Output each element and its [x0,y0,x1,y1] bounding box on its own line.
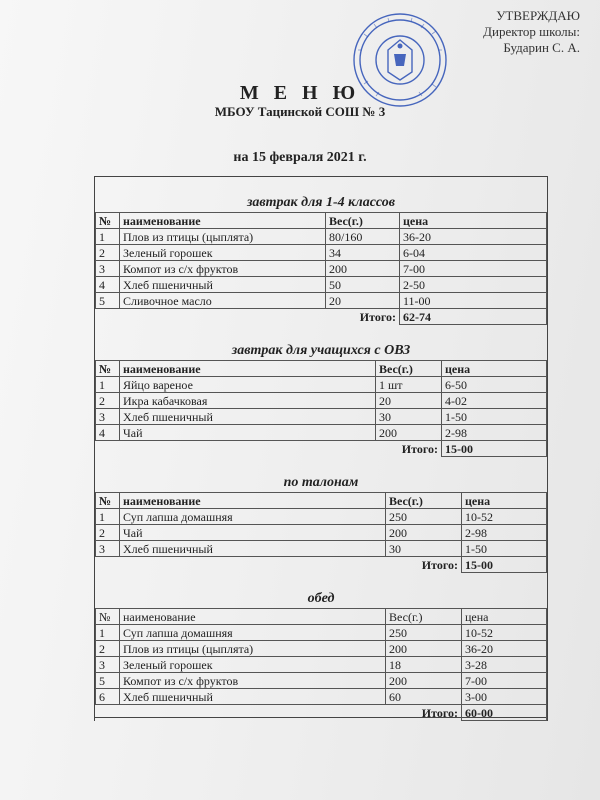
total-row [96,441,547,457]
cell-name: Суп лапша домашняя [120,509,386,525]
cell-name: Зеленый горошек [120,657,386,673]
column-header-price: цена [442,361,547,377]
school-name: МБОУ Тацинской СОШ № 3 [214,104,386,119]
table-header-row [96,493,547,509]
cell-number: 1 [96,229,120,245]
cell-number: 4 [96,425,120,441]
cell-weight: 20 [326,293,400,309]
cell-weight: 250 [386,625,462,641]
table-row [96,245,547,261]
cell-price: 6-50 [442,377,547,393]
approval-signer: Бударин С. А. [503,40,580,55]
cell-name: Чай [120,425,376,441]
menu-table [95,212,547,325]
cell-price: 10-52 [462,625,547,641]
cell-number: 5 [96,673,120,689]
cell-name: Хлеб пшеничный [120,277,326,293]
cell-price: 3-28 [462,657,547,673]
total-row [96,309,547,325]
menu-table [95,360,547,457]
cell-weight: 50 [326,277,400,293]
section-title: по талонам [283,475,359,490]
cell-name: Чай [120,525,386,541]
column-header-weight: Вес(г.) [326,213,400,229]
approval-heading: УТВЕРЖДАЮ [496,8,580,23]
section-title: завтрак для учащихся с ОВЗ [231,343,411,358]
cell-price: 7-00 [462,673,547,689]
cell-number: 2 [96,393,120,409]
total-row [96,557,547,573]
table-header-row [96,361,547,377]
approval-block [440,8,580,56]
cell-price: 1-50 [442,409,547,425]
cell-name: Хлеб пшеничный [120,409,376,425]
cell-price: 36-20 [462,641,547,657]
total-label: Итого: [421,557,458,572]
cell-number: 2 [96,641,120,657]
cell-weight: 200 [386,641,462,657]
column-header-price: цена [462,609,547,625]
table-row [96,261,547,277]
total-value: 15-00 [442,441,547,457]
total-value: 15-00 [462,557,547,573]
cell-price: 6-04 [400,245,547,261]
cell-weight: 30 [376,409,442,425]
table-header-row [96,609,547,625]
cell-name: Хлеб пшеничный [120,541,386,557]
menu-table [95,492,547,573]
cell-price: 11-00 [400,293,547,309]
column-header-name: наименование [120,493,386,509]
cell-weight: 30 [386,541,462,557]
cell-number: 4 [96,277,120,293]
cell-name: Икра кабачковая [120,393,376,409]
cell-number: 1 [96,377,120,393]
total-value: 60-00 [462,705,547,721]
cell-name: Сливочное масло [120,293,326,309]
column-header-number: № [96,213,120,229]
table-row [96,293,547,309]
cell-weight: 60 [386,689,462,705]
cell-weight: 200 [326,261,400,277]
table-row [96,409,547,425]
table-row [96,277,547,293]
table-row [96,377,547,393]
table-row [96,425,547,441]
table-row [96,673,547,689]
total-value: 62-74 [400,309,547,325]
section-breakfast-ovz [94,342,548,457]
cell-name: Хлеб пшеничный [120,689,386,705]
cell-name: Яйцо вареное [120,377,376,393]
cell-number: 2 [96,245,120,261]
table-row [96,541,547,557]
cell-weight: 200 [376,425,442,441]
cell-price: 2-50 [400,277,547,293]
cell-number: 6 [96,689,120,705]
column-header-price: цена [400,213,547,229]
cell-number: 2 [96,525,120,541]
cell-name: Плов из птицы (цыплята) [120,229,326,245]
page-title: М Е Н Ю [239,82,361,104]
cell-price: 1-50 [462,541,547,557]
column-header-number: № [96,493,120,509]
cell-number: 5 [96,293,120,309]
cell-weight: 34 [326,245,400,261]
cell-name: Компот из с/х фруктов [120,261,326,277]
cell-price: 2-98 [462,525,547,541]
table-row [96,625,547,641]
section-breakfast-1-4 [94,194,548,325]
section-coupons [94,474,548,573]
cell-weight: 200 [386,525,462,541]
table-row [96,525,547,541]
table-row [96,657,547,673]
cell-weight: 250 [386,509,462,525]
column-header-weight: Вес(г.) [386,493,462,509]
cell-weight: 18 [386,657,462,673]
total-label: Итого: [359,309,396,324]
cell-price: 2-98 [442,425,547,441]
menu-table [95,608,547,721]
cell-number: 3 [96,409,120,425]
column-header-number: № [96,361,120,377]
total-row [96,705,547,721]
cell-name: Зеленый горошек [120,245,326,261]
cell-weight: 200 [386,673,462,689]
cell-price: 10-52 [462,509,547,525]
cell-weight: 20 [376,393,442,409]
cell-price: 4-02 [442,393,547,409]
cell-name: Суп лапша домашняя [120,625,386,641]
table-row [96,689,547,705]
cell-name: Компот из с/х фруктов [120,673,386,689]
cell-weight: 1 шт [376,377,442,393]
column-header-price: цена [462,493,547,509]
cell-price: 3-00 [462,689,547,705]
column-header-name: наименование [120,609,386,625]
column-header-number: № [96,609,120,625]
column-header-name: наименование [120,361,376,377]
cell-number: 1 [96,509,120,525]
table-header-row [96,213,547,229]
section-title: завтрак для 1-4 классов [246,195,396,210]
total-label: Итого: [401,441,438,456]
cell-number: 3 [96,657,120,673]
cell-number: 3 [96,541,120,557]
cell-weight: 80/160 [326,229,400,245]
cell-number: 3 [96,261,120,277]
total-label: Итого: [421,705,458,720]
table-row [96,641,547,657]
column-header-weight: Вес(г.) [386,609,462,625]
column-header-name: наименование [120,213,326,229]
table-row [96,229,547,245]
cell-name: Плов из птицы (цыплята) [120,641,386,657]
approval-position: Директор школы: [483,24,580,39]
cell-number: 1 [96,625,120,641]
section-title: обед [307,591,335,606]
column-header-weight: Вес(г.) [376,361,442,377]
table-row [96,509,547,525]
cell-price: 7-00 [400,261,547,277]
cell-price: 36-20 [400,229,547,245]
section-lunch [94,590,548,721]
table-row [96,393,547,409]
menu-date: на 15 февраля 2021 г. [233,150,367,165]
